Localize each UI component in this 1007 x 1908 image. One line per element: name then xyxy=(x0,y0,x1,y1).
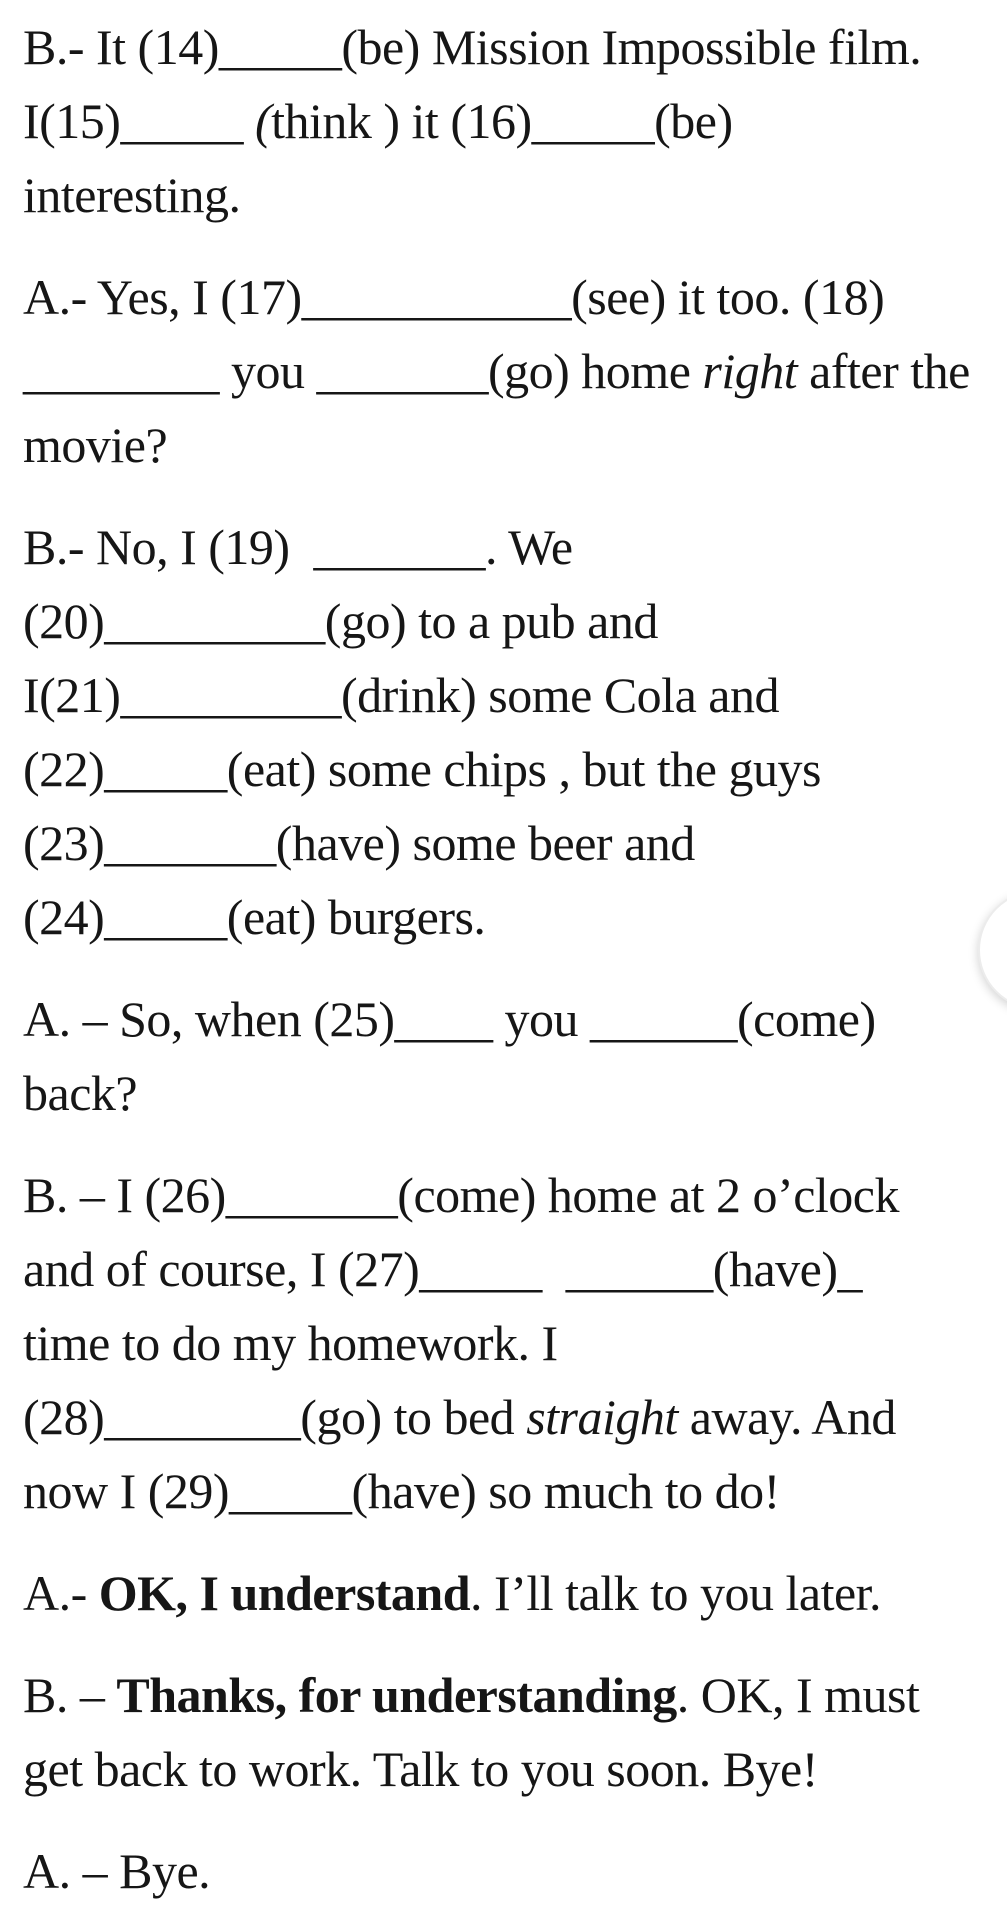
text-line xyxy=(23,10,999,84)
text-run: A. – So, when (25)____ you ______(come) xyxy=(23,991,876,1047)
text-run: (23)_______(have) some beer and xyxy=(23,815,695,871)
paragraph xyxy=(23,1658,999,1806)
text-run: get back to work. Talk to you soon. Bye! xyxy=(23,1741,818,1797)
text-run: OK, I understand xyxy=(98,1565,471,1621)
text-line xyxy=(23,1556,999,1630)
paragraph xyxy=(23,1834,999,1908)
text-line xyxy=(23,1056,999,1130)
paragraph xyxy=(23,1158,999,1528)
text-line xyxy=(23,658,999,732)
text-line xyxy=(23,334,999,408)
paragraph xyxy=(23,510,999,954)
text-run: (22)_____(eat) some chips , but the guys xyxy=(23,741,821,797)
text-run: ________ you _______(go) home xyxy=(23,343,703,399)
text-run: B.- No, I (19) _______. We xyxy=(23,519,573,575)
text-run: back? xyxy=(23,1065,138,1121)
text-line xyxy=(23,1380,999,1454)
text-run: B.- It (14)_____(be) Mission Impossible film. xyxy=(23,19,922,75)
text-line xyxy=(23,1158,999,1232)
text-line xyxy=(23,158,999,232)
paragraph xyxy=(23,1556,999,1630)
text-line xyxy=(23,982,999,1056)
paragraph xyxy=(23,10,999,232)
text-run: think ) it (16)_____(be) xyxy=(271,93,733,149)
text-run: movie? xyxy=(23,417,168,473)
text-line xyxy=(23,1232,999,1306)
text-line xyxy=(23,1658,999,1732)
text-run: A.- Yes, I (17)___________(see) it too. (18) xyxy=(23,269,885,325)
text-run: ( xyxy=(254,93,272,149)
text-run: . I’ll talk to you later. xyxy=(470,1565,882,1621)
text-line xyxy=(23,732,999,806)
text-run: A. – Bye. xyxy=(23,1843,211,1899)
text-run: right xyxy=(702,343,798,399)
text-run: (20)_________(go) to a pub and xyxy=(23,593,658,649)
text-line xyxy=(23,1732,999,1806)
text-line xyxy=(23,806,999,880)
text-run: B. – xyxy=(23,1667,117,1723)
text-run: I(15)_____ xyxy=(23,93,255,149)
text-run: Thanks, for understanding xyxy=(116,1667,677,1723)
text-run: straight xyxy=(526,1389,678,1445)
text-line xyxy=(23,84,999,158)
text-line xyxy=(23,1834,999,1908)
text-run: B. – I (26)_______(come) home at 2 o’clock xyxy=(23,1167,899,1223)
text-line xyxy=(23,510,999,584)
text-line xyxy=(23,260,999,334)
text-line xyxy=(23,1454,999,1528)
text-run: away. And xyxy=(677,1389,896,1445)
text-run: (24)_____(eat) burgers. xyxy=(23,889,486,945)
paragraph xyxy=(23,982,999,1130)
text-run: after the xyxy=(797,343,970,399)
text-run: interesting. xyxy=(23,167,241,223)
text-line xyxy=(23,408,999,482)
text-run: (28)________(go) to bed xyxy=(23,1389,527,1445)
text-line xyxy=(23,1306,999,1380)
text-run: and of course, I (27)_____ ______(have)_ xyxy=(23,1241,862,1297)
text-run: now I (29)_____(have) so much to do! xyxy=(23,1463,780,1519)
text-line xyxy=(23,584,999,658)
paragraph xyxy=(23,260,999,482)
text-run: I(21)_________(drink) some Cola and xyxy=(23,667,779,723)
text-run: A.- xyxy=(23,1565,99,1621)
text-run: time to do my homework. I xyxy=(23,1315,558,1371)
text-run: . OK, I must xyxy=(676,1667,920,1723)
text-line xyxy=(23,880,999,954)
